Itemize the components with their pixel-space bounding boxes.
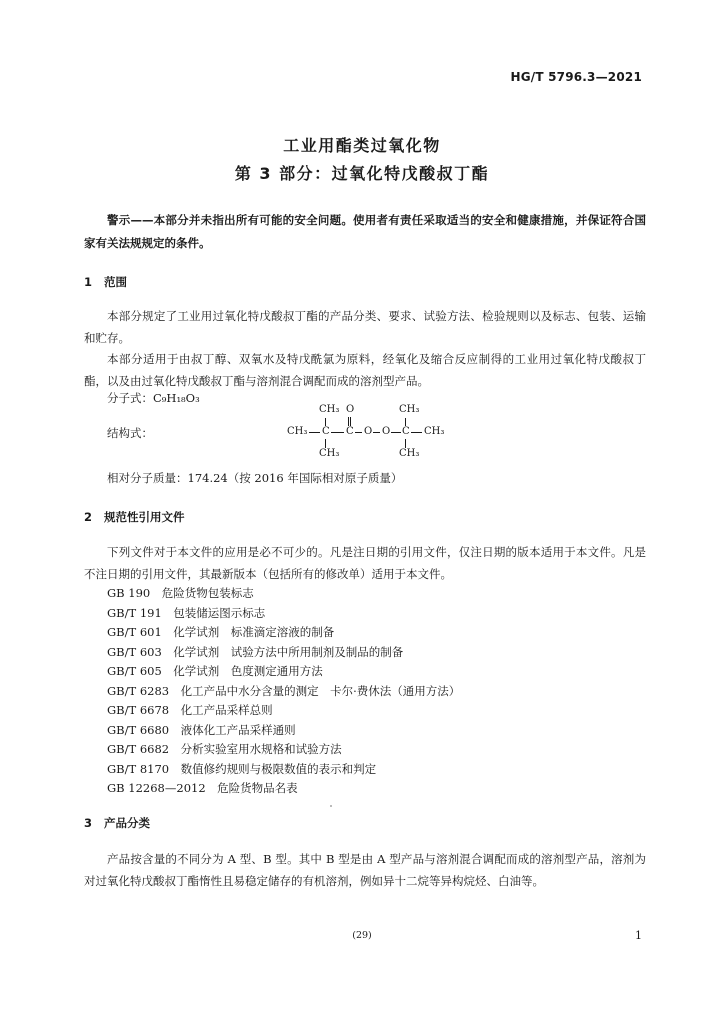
bond-vertical xyxy=(405,439,406,448)
reference-title: 化学试剂 标准滴定溶液的制备 xyxy=(173,625,335,639)
reference-title: 包装储运图示标志 xyxy=(173,605,266,620)
struct-main-c2: C xyxy=(346,426,354,437)
reference-item xyxy=(107,682,460,702)
reference-item xyxy=(107,779,460,799)
document-subtitle: 第 3 部分：过氧化特戊酸叔丁酯 xyxy=(234,164,490,183)
reference-title: 液体化工产品采样通则 xyxy=(180,722,296,737)
section-title: 产品分类 xyxy=(104,816,150,830)
reference-title: 化学试剂 色度测定通用方法 xyxy=(173,664,323,678)
reference-code: GB/T 8170 xyxy=(107,761,170,776)
scope-paragraph-1: 本部分规定了工业用过氧化特戊酸叔丁酯的产品分类、要求、试验方法、检验规则以及标志、包装、运输和贮存。 xyxy=(84,309,646,345)
section-number: 1 xyxy=(84,275,93,289)
section-3-heading xyxy=(84,815,150,831)
formula-value: C₉H₁₈O₃ xyxy=(153,391,200,405)
reference-title: 数值修约规则与极限数值的表示和判定 xyxy=(180,761,377,776)
struct-main-o1: O xyxy=(364,426,373,437)
molecular-formula xyxy=(107,390,200,406)
reference-title: 化工产品采样总则 xyxy=(180,703,273,717)
section-number: 3 xyxy=(84,816,93,830)
bond-horizontal xyxy=(309,432,320,433)
reference-item xyxy=(107,643,460,663)
bond-double-a xyxy=(348,417,349,426)
reference-item xyxy=(107,584,460,604)
struct-top-ch3-right: CH₃ xyxy=(399,404,420,415)
section-1-heading xyxy=(84,274,127,290)
reference-code: GB/T 6682 xyxy=(107,742,170,756)
section-2-heading xyxy=(84,509,185,525)
document-title: 工业用酯类过氧化物 xyxy=(283,136,441,155)
safety-warning: 警示——本部分并未指出所有可能的安全问题。使用者有责任采取适当的安全和健康措施，并保证符合国家有关法规规定的条件。 xyxy=(84,213,646,250)
struct-main-right-ch3: CH₃ xyxy=(424,426,445,437)
structure-label: 结构式： xyxy=(107,426,153,440)
molecular-mass: 相对分子质量：174.24（按 2016 年国际相对原子质量） xyxy=(107,471,403,485)
section-title: 范围 xyxy=(104,275,127,289)
reference-code: GB/T 6678 xyxy=(107,703,170,717)
reference-code: GB 12268—2012 xyxy=(107,781,206,795)
reference-code: GB/T 6680 xyxy=(107,722,170,737)
bond-vertical xyxy=(325,439,326,448)
struct-top-o: O xyxy=(346,404,355,415)
reference-code: GB/T 6283 xyxy=(107,683,170,698)
reference-item xyxy=(107,701,460,721)
references-intro: 下列文件对于本文件的应用是必不可少的。凡是注日期的引用文件，仅注日期的版本适用于本文件。凡是不注日期的引用文件，其最新版本（包括所有的修改单）适用于本文件。 xyxy=(84,545,646,581)
bond-horizontal xyxy=(411,432,422,433)
bond-horizontal xyxy=(355,432,362,433)
reference-item xyxy=(107,740,460,760)
reference-item xyxy=(107,623,460,643)
standard-number: HG/T 5796.3—2021 xyxy=(510,70,642,84)
reference-title: 分析实验室用水规格和试验方法 xyxy=(180,742,342,756)
bond-horizontal xyxy=(331,432,344,433)
struct-main-left-ch3: CH₃ xyxy=(287,426,308,437)
page-code: (29) xyxy=(352,930,372,941)
reference-code: GB/T 605 xyxy=(107,664,162,678)
reference-list xyxy=(107,584,460,799)
struct-bottom-ch3-left: CH₃ xyxy=(319,448,340,459)
bond-double-b xyxy=(350,417,351,426)
bond-horizontal xyxy=(391,432,401,433)
reference-item xyxy=(107,662,460,682)
bond-vertical xyxy=(405,418,406,426)
scope-paragraph-2: 本部分适用于由叔丁醇、双氧水及特戊酰氯为原料，经氧化及缩合反应制得的工业用过氧化特戊酸叔丁酯，以及由过氧化特戊酸叔丁酯与溶剂混合调配而成的溶剂型产品。 xyxy=(84,352,646,388)
struct-bottom-ch3-right: CH₃ xyxy=(399,448,420,459)
page-number: 1 xyxy=(635,929,642,942)
scan-speck xyxy=(330,805,332,807)
bond-horizontal xyxy=(373,432,380,433)
reference-item xyxy=(107,604,460,624)
struct-main-c3: C xyxy=(402,426,410,437)
reference-code: GB 190 xyxy=(107,586,151,600)
reference-item xyxy=(107,721,460,741)
reference-title: 化工产品中水分含量的测定 卡尔·费休法（通用方法） xyxy=(180,683,461,698)
section-number: 2 xyxy=(84,510,93,524)
reference-code: GB/T 191 xyxy=(107,605,162,620)
section-title: 规范性引用文件 xyxy=(104,510,185,524)
reference-item xyxy=(107,760,460,780)
struct-main-o2: O xyxy=(382,426,391,437)
reference-code: GB/T 603 xyxy=(107,644,162,659)
struct-main-c1: C xyxy=(322,426,330,437)
reference-title: 化学试剂 试验方法中所用制剂及制品的制备 xyxy=(173,644,404,659)
classification-paragraph: 产品按含量的不同分为 A 型、B 型。其中 B 型是由 A 型产品与溶剂混合调配而成的溶剂型产品，溶剂为对过氧化特戊酸叔丁酯惰性且易稳定储存的有机溶剂，例如异十二烷等异构烷烃、白油等。 xyxy=(84,852,646,888)
reference-code: GB/T 601 xyxy=(107,625,162,639)
formula-label: 分子式： xyxy=(107,391,153,405)
struct-top-ch3-left: CH₃ xyxy=(319,404,340,415)
reference-title: 危险货物包装标志 xyxy=(161,586,254,600)
reference-title: 危险货物品名表 xyxy=(217,781,298,795)
bond-vertical xyxy=(325,418,326,426)
structural-formula xyxy=(287,401,457,461)
